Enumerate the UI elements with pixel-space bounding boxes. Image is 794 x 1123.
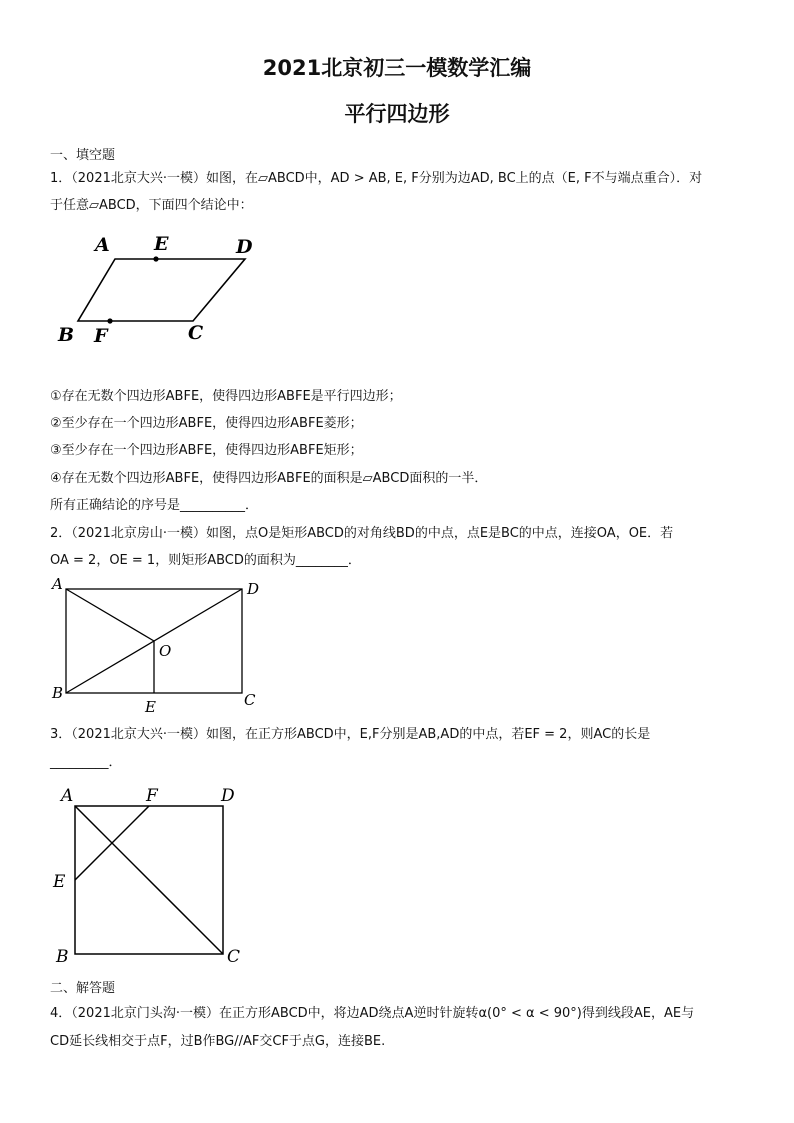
label-c: C [188, 322, 204, 344]
label-b: B [58, 324, 75, 346]
label-e: E [154, 233, 169, 255]
label-c: C [227, 947, 241, 967]
section-answer: 二、解答题 [50, 981, 116, 996]
q4-line2: CD延长线相交于点F，过B作BG//AF交CF于点G，连接BE. [50, 1034, 386, 1049]
label-f: F [94, 325, 108, 347]
label-a: A [61, 786, 74, 806]
label-c: C [244, 691, 256, 709]
q1-statement-2: ②至少存在一个四边形ABFE，使得四边形ABFE菱形； [50, 416, 363, 431]
label-d: D [221, 786, 235, 806]
point-f [107, 318, 112, 323]
label-b: B [52, 684, 64, 702]
q1-statement-1: ①存在无数个四边形ABFE，使得四边形ABFE是平行四边形； [50, 389, 402, 404]
point-e [153, 256, 158, 261]
q1-line1: 1．（2021北京大兴·一模）如图，在▱ABCD中，AD > AB, E, F分别为边AD, BC上的点（E, F不与端点重合）．对 [50, 171, 703, 186]
label-e: E [53, 872, 66, 892]
label-d: D [236, 236, 253, 258]
q1-parallelogram-figure [45, 228, 275, 353]
diagonal-ac [75, 806, 223, 954]
label-a: A [95, 234, 110, 256]
q1-statement-3: ③至少存在一个四边形ABFE，使得四边形ABFE矩形； [50, 443, 363, 458]
q3-line1: 3．（2021北京大兴·一模）如图，在正方形ABCD中，E,F分别是AB,AD的中点，若EF = 2，则AC的长是 [50, 727, 651, 742]
label-a: A [52, 575, 63, 593]
label-d: D [247, 580, 260, 598]
q1-statement-4: ④存在无数个四边形ABFE，使得四边形ABFE的面积是▱ABCD面积的一半． [50, 471, 488, 486]
q1-line2: 于任意▱ABCD，下面四个结论中： [50, 198, 253, 213]
label-b: B [56, 947, 69, 967]
q3-line2: _________． [50, 755, 122, 770]
parallelogram-abcd [78, 259, 245, 321]
q2-rectangle-figure [45, 572, 275, 717]
page-title: 2021北京初三一模数学汇编 [262, 56, 532, 80]
label-o: O [159, 642, 172, 660]
q2-line1: 2．（2021北京房山·一模）如图，点O是矩形ABCD的对角线BD的中点，点E是BC的中点，连接OA，OE．若 [50, 526, 674, 541]
page-subtitle: 平行四边形 [344, 102, 450, 126]
q4-line1: 4．（2021北京门头沟·一模）在正方形ABCD中，将边AD绕点A逆时针旋转α(0° < α < 90°)得到线段AE，AE与 [50, 1006, 695, 1021]
segment-oa [66, 589, 154, 641]
label-e: E [145, 698, 156, 716]
q1-answer-prompt: 所有正确结论的序号是__________． [50, 498, 259, 513]
q3-square-figure [45, 780, 255, 970]
q2-line2: OA = 2，OE = 1，则矩形ABCD的面积为________． [50, 553, 361, 568]
label-f: F [146, 786, 158, 806]
section-fill-blank: 一、填空题 [50, 148, 116, 163]
